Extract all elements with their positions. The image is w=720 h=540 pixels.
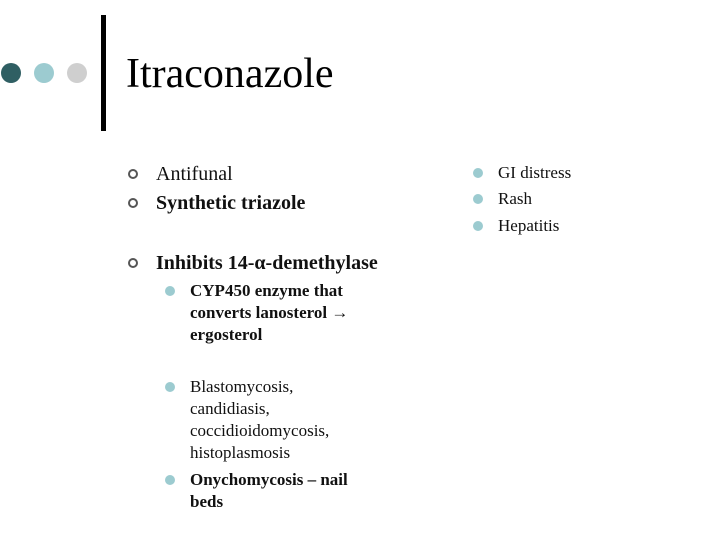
sub-bullet-onychomycosis-line-1: Onychomycosis – nail: [190, 470, 348, 489]
bullet-filled-icon: [473, 194, 483, 204]
sub-bullet-indications-line-2: candidiasis,: [190, 399, 270, 418]
slide-title: Itraconazole: [126, 51, 334, 97]
bullet-gi-distress: GI distress: [498, 163, 572, 182]
bullet-filled-icon: [473, 221, 483, 231]
sub-bullet-cyp450-line-3: ergosterol: [190, 325, 263, 344]
bullet-hollow-icon: [128, 258, 138, 268]
sub-bullet-indications-line-3: coccidioidomycosis,: [190, 421, 330, 440]
bullet-antifunal: Antifunal: [156, 163, 233, 185]
bullet-synthetic-triazole: Synthetic triazole: [156, 192, 306, 214]
title-divider: [101, 15, 106, 131]
sub-bullet-indications-line-4: histoplasmosis: [190, 443, 291, 462]
bullet-hollow-icon: [128, 169, 138, 179]
bullet-inhibits-demethylase: Inhibits 14-α-demethylase: [156, 252, 378, 274]
decor-dot-light: [34, 63, 54, 83]
bullet-filled-icon: [165, 382, 175, 392]
decor-dot-gray: [67, 63, 87, 83]
bullet-rash: Rash: [498, 189, 532, 208]
bullet-hollow-icon: [128, 198, 138, 208]
sub-bullet-cyp450-line-2: converts lanosterol →: [190, 303, 349, 322]
decor-dot-dark: [1, 63, 21, 83]
arrow-right-icon: →: [331, 303, 349, 322]
bullet-filled-icon: [165, 475, 175, 485]
sub-bullet-indications-line-1: Blastomycosis,: [190, 377, 294, 396]
sub-bullet-cyp450-line-1: CYP450 enzyme that: [190, 281, 343, 300]
sub-bullet-onychomycosis-line-2: beds: [190, 492, 224, 511]
bullet-filled-icon: [165, 286, 175, 296]
bullet-filled-icon: [473, 168, 483, 178]
bullet-hepatitis: Hepatitis: [498, 216, 560, 235]
